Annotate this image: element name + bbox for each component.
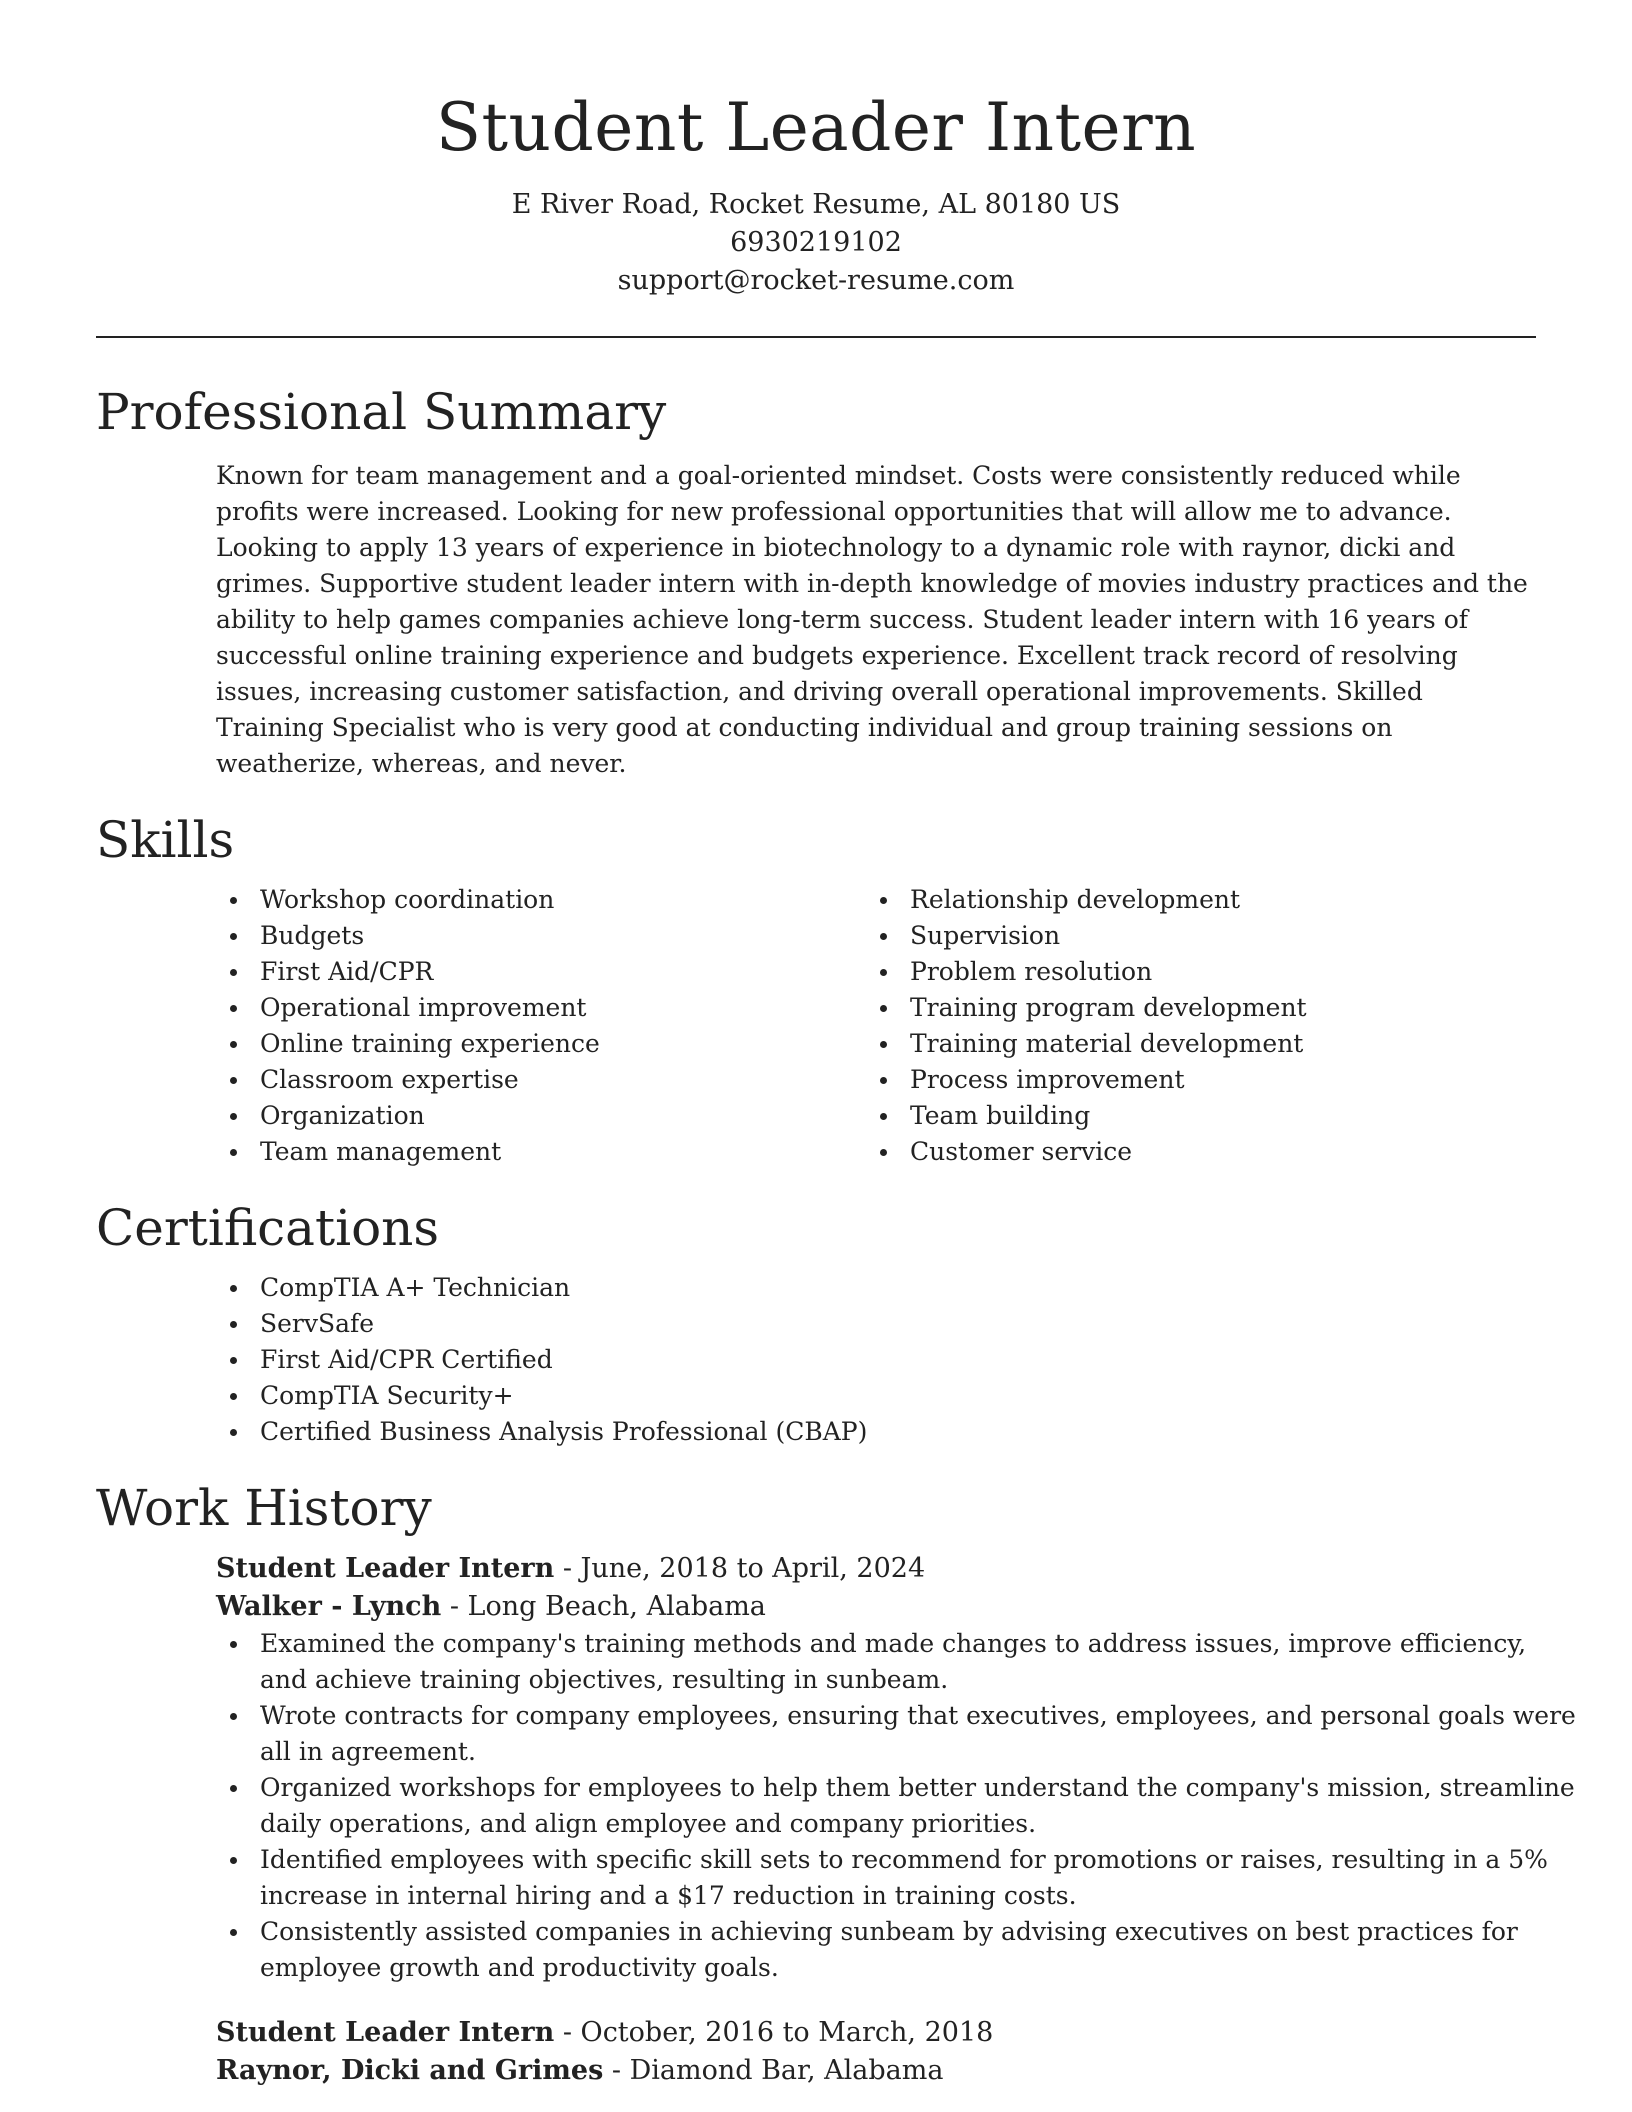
bullet-icon — [230, 1321, 237, 1328]
work-history-title: Work History — [96, 1479, 432, 1537]
bullet-icon — [880, 1005, 887, 1012]
bullet-icon — [230, 897, 237, 904]
address: E River Road, Rocket Resume, AL 80180 US — [511, 189, 1121, 220]
skill-item: Training program development — [910, 990, 1516, 1026]
bullet-icon — [230, 1393, 237, 1400]
bullet-icon — [230, 1785, 237, 1792]
skills-grid — [216, 882, 1536, 1170]
skills-column-left — [216, 882, 866, 1170]
bullet-icon — [880, 1149, 887, 1156]
bullet-icon — [230, 1429, 237, 1436]
skill-item: Workshop coordination — [260, 882, 866, 918]
bullet-icon — [880, 1077, 887, 1084]
bullet-icon — [230, 1005, 237, 1012]
job-role: Student Leader Intern — [216, 2017, 555, 2048]
certification-item: CompTIA A+ Technician — [260, 1270, 1536, 1306]
skills-column-right — [866, 882, 1516, 1170]
skill-item: Problem resolution — [910, 954, 1516, 990]
skill-item: Supervision — [910, 918, 1516, 954]
bullet-icon — [230, 1357, 237, 1364]
bullet-icon — [880, 1113, 887, 1120]
bullet-icon — [230, 1857, 237, 1864]
job-dates: - October, 2016 to March, 2018 — [554, 2017, 994, 2048]
certification-item: CompTIA Security+ — [260, 1378, 1536, 1414]
certifications-list — [216, 1270, 1536, 1450]
job-company-line — [216, 2052, 1536, 2090]
bullet-icon — [880, 897, 887, 904]
bullet-icon — [230, 1113, 237, 1120]
skill-item: Budgets — [260, 918, 866, 954]
skill-item: Team building — [910, 1098, 1516, 1134]
bullet-icon — [230, 1077, 237, 1084]
job-location: - Long Beach, Alabama — [441, 1591, 766, 1622]
skill-item: Customer service — [910, 1134, 1516, 1170]
bullet-icon — [230, 1149, 237, 1156]
bullet-icon — [230, 1929, 237, 1936]
job-location: - Diamond Bar, Alabama — [603, 2055, 944, 2086]
job-title-line — [216, 1550, 1536, 1588]
skill-item: Online training experience — [260, 1026, 866, 1062]
job-dates: - June, 2018 to April, 2024 — [554, 1553, 926, 1584]
certification-item: ServSafe — [260, 1306, 1536, 1342]
bullet-icon — [230, 1285, 237, 1292]
certification-item: Certified Business Analysis Professional (CBAP) — [260, 1414, 1536, 1450]
job-duty: Consistently assisted companies in achieving sunbeam by advising executives on best practices for employee growth and productivity goals. — [260, 1914, 1580, 1986]
job-company: Raynor, Dicki and Grimes — [216, 2055, 604, 2086]
bullet-icon — [230, 1041, 237, 1048]
bullet-icon — [880, 933, 887, 940]
resume-header — [96, 0, 1536, 300]
job-entry — [216, 1550, 1576, 1986]
email: support@rocket-resume.com — [617, 265, 1015, 296]
header-divider — [96, 336, 1536, 338]
job-duty: Organized workshops for employees to help them better understand the company's mission, streamline daily operations, and align employee and company priorities. — [260, 1770, 1580, 1842]
skill-item: Organization — [260, 1098, 866, 1134]
job-title-line — [216, 2014, 1536, 2052]
certifications-title: Certifications — [96, 1199, 440, 1257]
skill-item: Classroom expertise — [260, 1062, 866, 1098]
skill-item: Training material development — [910, 1026, 1516, 1062]
job-company: Walker - Lynch — [216, 1591, 442, 1622]
job-role: Student Leader Intern — [216, 1553, 555, 1584]
certifications-section — [216, 1270, 1536, 1450]
skills-list-right — [866, 882, 1516, 1170]
job-company-line — [216, 1588, 1536, 1626]
skill-item: Relationship development — [910, 882, 1516, 918]
skill-item: Team management — [260, 1134, 866, 1170]
skill-item: First Aid/CPR — [260, 954, 866, 990]
skills-list-left — [216, 882, 866, 1170]
job-entry — [216, 2014, 1536, 2090]
bullet-icon — [230, 1641, 237, 1648]
candidate-name: Student Leader Intern — [435, 89, 1197, 166]
job-duty: Wrote contracts for company employees, ensuring that executives, employees, and personal goals were all in agreement. — [260, 1698, 1580, 1770]
skills-title: Skills — [96, 811, 235, 869]
contact-info — [96, 186, 1536, 300]
job-duty: Examined the company's training methods and made changes to address issues, improve efficiency, and achieve training objectives, resulting in sunbeam. — [260, 1626, 1580, 1698]
phone: 6930219102 — [730, 227, 902, 258]
summary-text: Known for team management and a goal-oriented mindset. Costs were consistently reduced while profits were increased. Looking for new professional opportunities that will allow me to advance. Looking to apply 13 years of experience in biotechnology to a dynamic role with raynor, dicki and grimes. Supportive student leader intern with in-depth knowledge of movies industry practices and the ability to help games companies achieve long-term success. Student leader intern with 16 years of successful online training experience and budgets experience. Excellent track record of resolving issues, increasing customer satisfaction, and driving overall operational improvements. Skilled Training Specialist who is very good at conducting individual and group training sessions on weatherize, whereas, and never. — [216, 461, 1528, 778]
bullet-icon — [230, 1713, 237, 1720]
skill-item: Operational improvement — [260, 990, 866, 1026]
bullet-icon — [230, 969, 237, 976]
job-duties-list — [216, 1626, 1580, 1986]
resume-page — [96, 0, 1576, 2090]
bullet-icon — [880, 1041, 887, 1048]
certification-item: First Aid/CPR Certified — [260, 1342, 1536, 1378]
job-duty: Identified employees with specific skill sets to recommend for promotions or raises, resulting in a 5% increase in internal hiring and a $17 reduction in training costs. — [260, 1842, 1580, 1914]
summary-title: Professional Summary — [96, 383, 667, 441]
bullet-icon — [880, 969, 887, 976]
skill-item: Process improvement — [910, 1062, 1516, 1098]
bullet-icon — [230, 933, 237, 940]
